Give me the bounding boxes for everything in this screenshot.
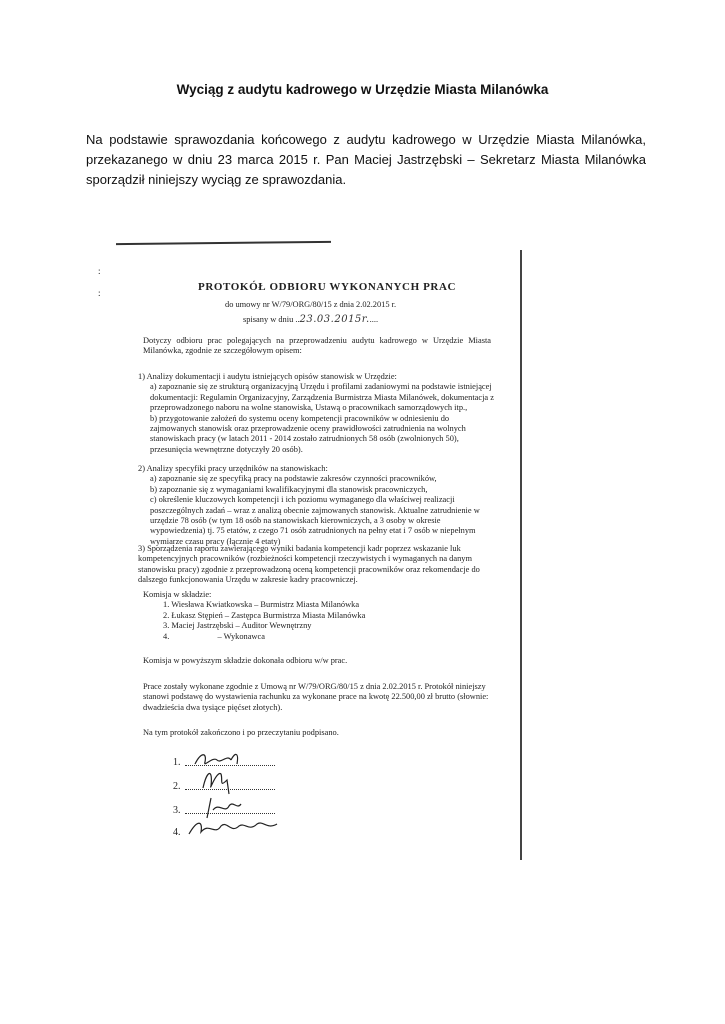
completion-statement: Prace zostały wykonane zgodnie z Umową nr W/79/ORG/80/15 z dnia 2.02.2015 r. Protokół niniejszy stanowi podstawę do wystawienia rachunku za wykonane prace na kwotę 22.500,00 zł brutto (słownie: dwadzieścia dwa tysiące pięćset złotych).	[143, 682, 489, 712]
item-3: 3) Sporządzenia raportu zawierającego wyniki badania kompetencji kadr poprzez wskazanie luk kompetencyjnych pracowników (rozbieżności kompetencji rzeczywistych i wymaganych na danym stanowisku pracy) zgodnie z przeprowadzoną oceną kompetencji pracowników oraz rekomendacje do dalszego funkcjonowania Urzędu w zakresie kadry pracowniczej.	[138, 544, 480, 585]
scan-edge-right	[520, 250, 522, 860]
scan-edge-top	[116, 241, 331, 245]
signature-row-4	[173, 816, 313, 842]
signature-number: 1.	[173, 756, 181, 768]
intro-paragraph: Na podstawie sprawozdania końcowego z audytu kadrowego w Urzędzie Miasta Milanówka, przekazanego w dniu 23 marca 2015 r. Pan Maciej Jastrzębski – Sekretarz Miasta Milanówka sporządził niniejszy wyciąg ze sprawozdania.	[86, 132, 646, 187]
member-1: 1. Wiesława Kwiatkowska – Burmistrz Miasta Milanówka	[163, 600, 360, 610]
signature-number: 4.	[173, 826, 181, 838]
signature-4	[187, 816, 297, 842]
member-2: 2. Łukasz Stępień – Zastępca Burmistrza Miasta Milanówka	[163, 610, 366, 620]
page-title: Wyciąg z audytu kadrowego w Urzędzie Miasta Milanówka	[176, 82, 549, 97]
item-1	[138, 372, 496, 455]
contract-line: do umowy nr W/79/ORG/80/15 z dnia 2.02.2015 r.	[225, 300, 397, 309]
drafted-line: spisany w dniu ..23.03.2015r.....	[243, 314, 379, 325]
signature-number: 3.	[173, 804, 181, 816]
commission-head: Komisja w składzie:	[143, 590, 212, 599]
member-4: 4. – Wykonawca	[163, 631, 265, 641]
member-3: 3. Maciej Jastrzębski – Auditor Wewnętrzny	[163, 621, 312, 631]
protocol-title: PROTOKÓŁ ODBIORU WYKONANYCH PRAC	[198, 281, 457, 293]
punch-hole-mark: :	[98, 266, 101, 276]
commission	[143, 590, 483, 642]
item-1b: b) przygotowanie założeń do systemu oceny kompetencji pracowników w odniesieniu do zajmowanych stanowisk oraz przeprowadzenie oceny prawidłowości zatrudnienia na wolnych stanowiskach pracy (w latach 2011 - 2014 zostało zatrudnionych 58 osób (zwolnionych 50), przesunięcia wewnętrzne dotyczyły 20 osób).	[150, 413, 466, 454]
punch-hole-mark: :	[98, 288, 101, 298]
drafted-date: 23.03.2015r.	[299, 314, 370, 325]
item-2b: b) zapoznanie się z wymaganiami kwalifikacyjnymi dla stanowisk pracowniczych,	[150, 484, 428, 494]
item-1a: a) zapoznanie się ze strukturą organizacyjną Urzędu i profilami zadaniowymi na podstawie istniejącej dokumentacji: Regulamin Organizacyjny, Zarządzenia Burmistrza Miasta Milanówek, dokumentacja z przeprowadzonego naboru na wolne stanowiska, Ustawą o pracownikach samorządowych itp.,	[150, 382, 494, 413]
protocol-description: Dotyczy odbioru prac polegających na przeprowadzeniu audytu kadrowego w Urzędzie Miasta Milanówka, zgodnie ze szczegółowym opisem:	[143, 336, 491, 356]
item-2a: a) zapoznanie się ze specyfiką pracy na podstawie zakresów czynności pracowników,	[150, 474, 437, 484]
item-2c: c) określenie kluczowych kompetencji i ich poziomu wymaganego dla właściwej realizacji poszczególnych zadań – wraz z analizą obecnie zajmowanych stanowisk. Aktualne zatrudnienie w urzędzie 78 osób (w tym 18 osób na stanowiskach kierowniczych, a 3 osoby w okresie wypowiedzenia) tj. 75 etatów, z czego 71 osób zatrudnionych na pełny etat i 7 osób w niepełnym wymiarze czasu pracy (łącznie 4 etaty)	[150, 495, 480, 546]
drafted-prefix: spisany w dniu	[243, 315, 294, 324]
signature-number: 2.	[173, 780, 181, 792]
approval-statement: Komisja w powyższym składzie dokonała odbioru w/w prac.	[143, 656, 348, 665]
item-2-head: 2) Analizy specyfiki pracy urzędników na stanowiskach:	[138, 464, 328, 473]
item-2	[138, 464, 496, 547]
closing-statement: Na tym protokół zakończono i po przeczytaniu podpisano.	[143, 728, 339, 737]
item-1-head: 1) Analizy dokumentacji i audytu istniejących opisów stanowisk w Urzędzie:	[138, 372, 397, 381]
scanned-protocol	[88, 238, 528, 858]
